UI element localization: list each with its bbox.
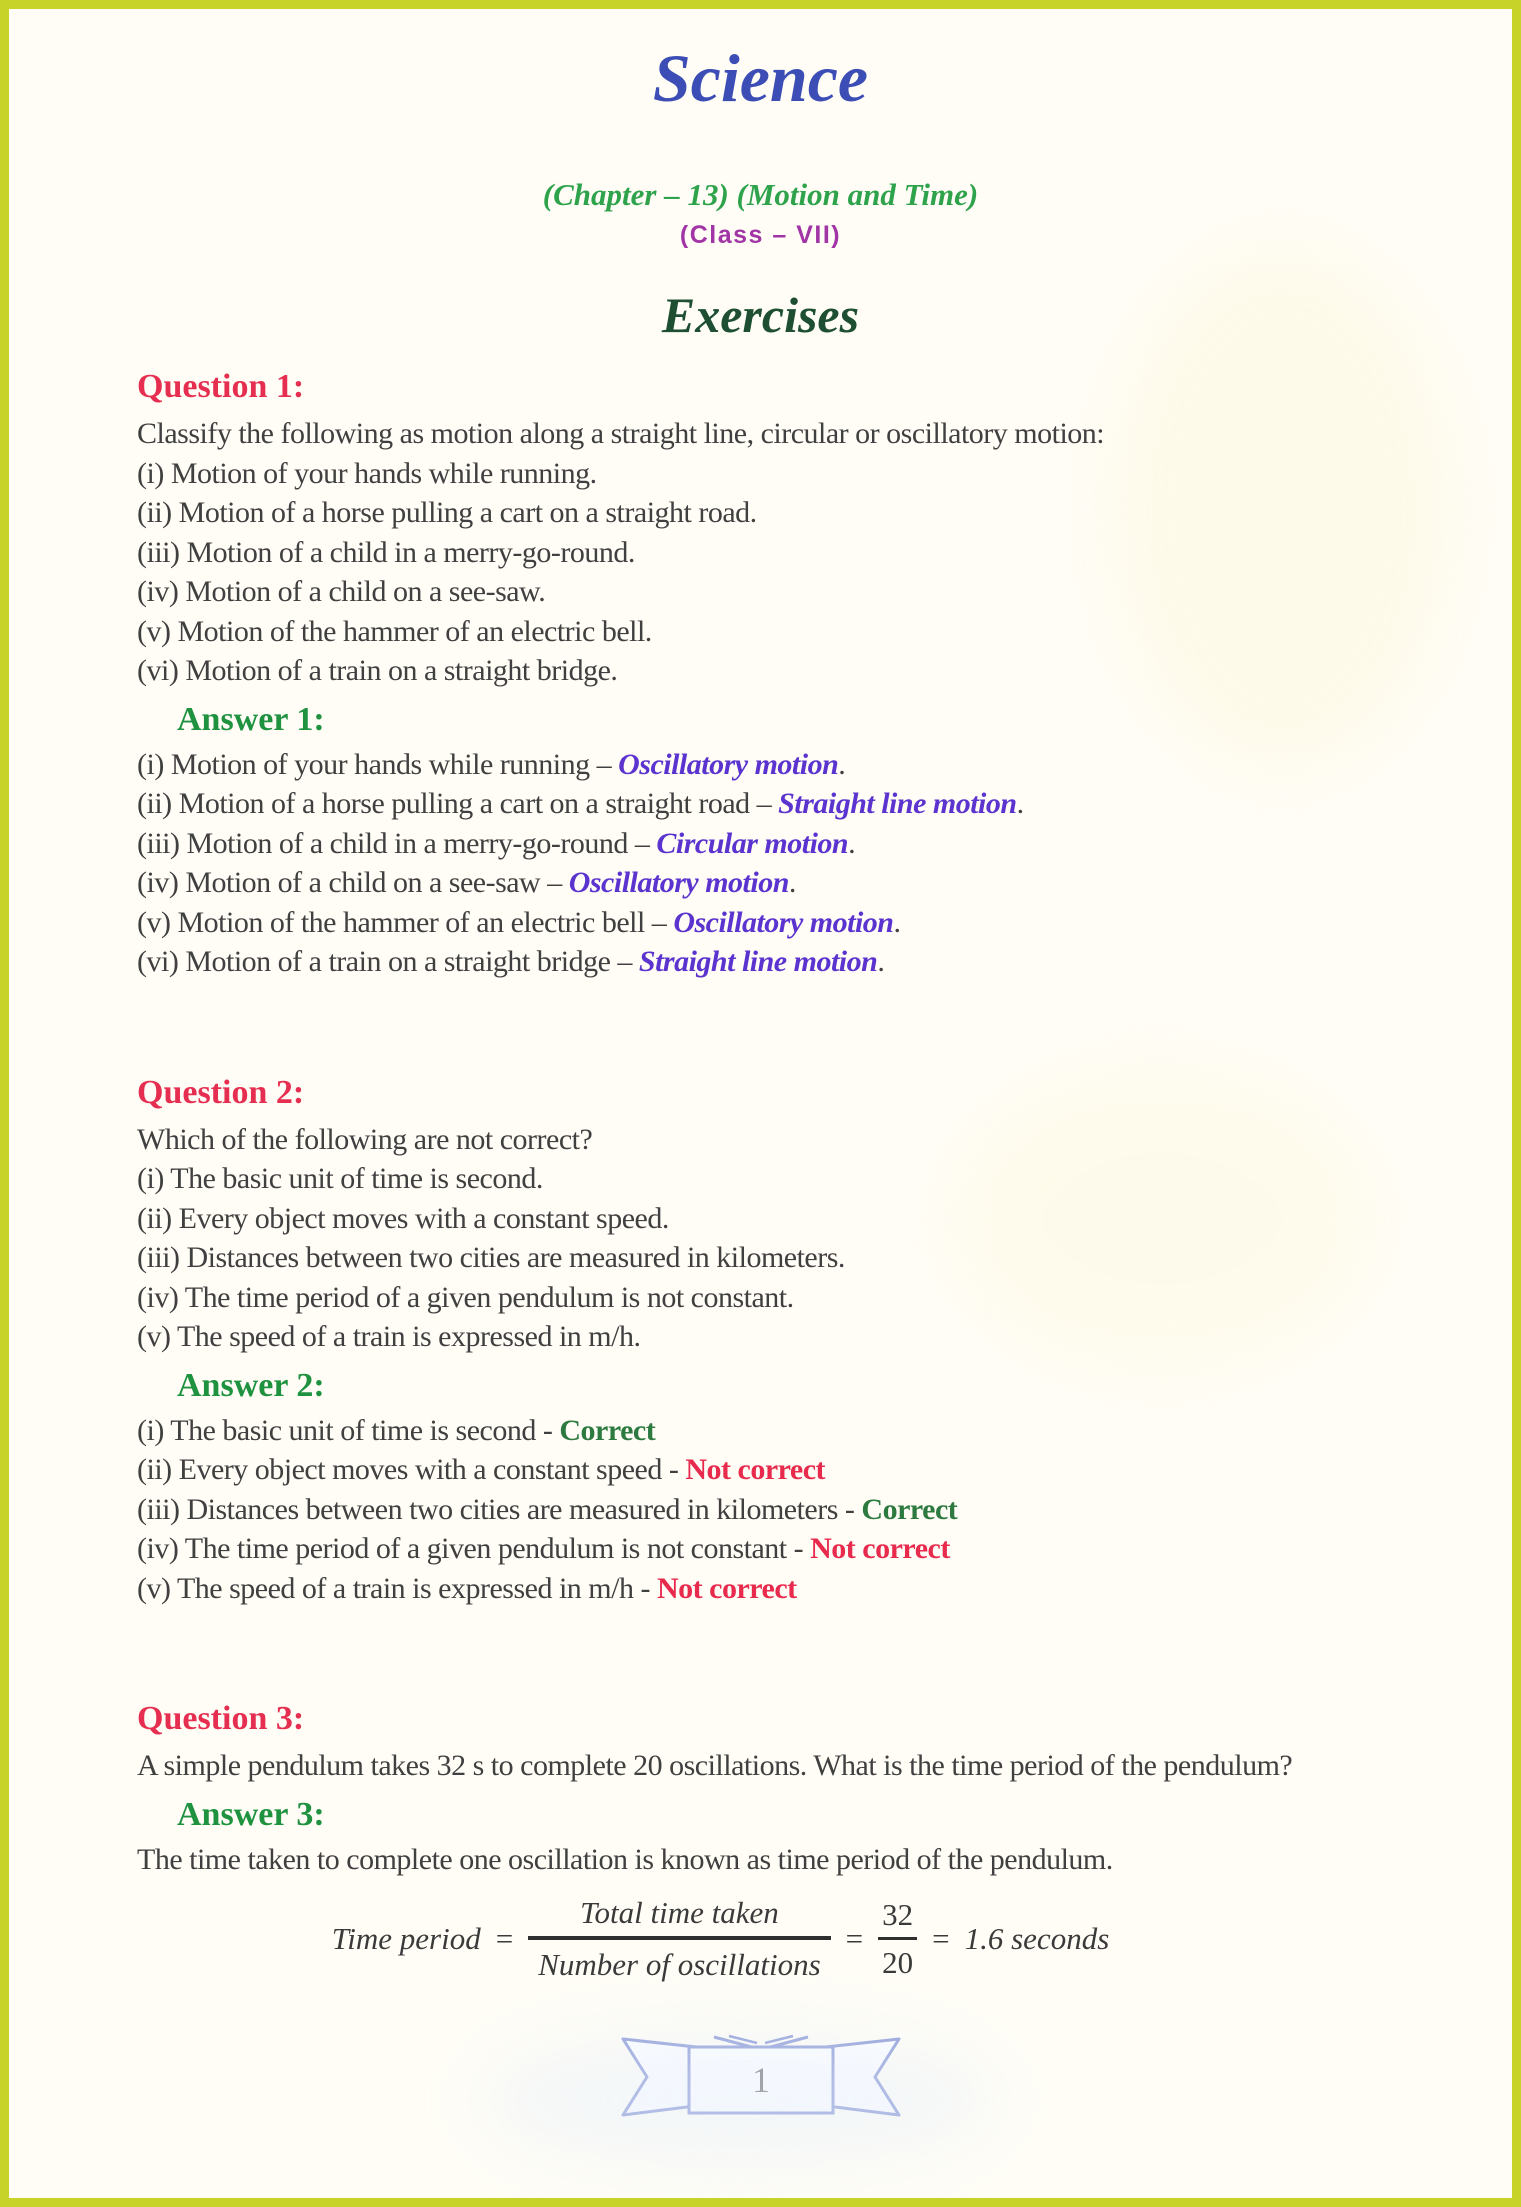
- question-1-item: (v) Motion of the hammer of an electric bell.: [137, 614, 652, 648]
- answer-suffix: .: [1016, 787, 1024, 821]
- equals-sign: =: [495, 1921, 514, 1957]
- answer-2-item: [137, 1569, 1384, 1609]
- answer-suffix: .: [848, 826, 856, 860]
- question-2-heading: Question 2:: [137, 1073, 305, 1111]
- question-2-item: (i) The basic unit of time is second.: [137, 1162, 543, 1196]
- answer-2-item: [137, 1450, 1384, 1490]
- section-heading: Exercises: [661, 287, 860, 344]
- question-1-item: (iv) Motion of a child on a see-saw.: [137, 575, 546, 609]
- answer-text: (vi) Motion of a train on a straight bridge –: [137, 945, 639, 979]
- answer-text: (ii) Every object moves with a constant speed -: [137, 1453, 686, 1487]
- answer-text: (v) Motion of the hammer of an electric bell –: [137, 905, 674, 939]
- question-3-heading: Question 3:: [137, 1700, 305, 1738]
- answer-suffix: .: [877, 945, 885, 979]
- answer-3-lead: The time taken to complete one oscillation is known as time period of the pendulum.: [137, 1842, 1113, 1876]
- answer-1-item: [137, 903, 1384, 943]
- question-2-item: (v) The speed of a train is expressed in m/h.: [137, 1320, 641, 1354]
- answer-text: (iv) The time period of a given pendulum is not constant -: [137, 1532, 811, 1566]
- answer-1-item: [137, 942, 1384, 982]
- answer-verdict: Not correct: [685, 1453, 826, 1487]
- question-1-item: (i) Motion of your hands while running.: [137, 456, 597, 490]
- answer-text: (iii) Motion of a child in a merry-go-round –: [137, 826, 657, 860]
- answer-highlight: Circular motion: [656, 826, 849, 860]
- answer-suffix: .: [838, 747, 846, 781]
- question-1-intro: Classify the following as motion along a straight line, circular or oscillatory motion:: [137, 417, 1105, 451]
- question-2-item: (iv) The time period of a given pendulum is not constant.: [137, 1280, 794, 1314]
- page-title: Science: [652, 40, 869, 116]
- answer-1-item: [137, 863, 1384, 903]
- answer-highlight: Straight line motion: [638, 945, 878, 979]
- page-number-ribbon: [9, 2029, 1512, 2125]
- answer-verdict: Not correct: [810, 1532, 950, 1566]
- answer-text: (ii) Motion of a horse pulling a cart on a straight road –: [137, 787, 779, 821]
- page-number: 1: [751, 2060, 770, 2101]
- answer-highlight: Oscillatory motion: [568, 866, 789, 900]
- document-body: [9, 368, 1512, 1983]
- class-heading: (Class – VII): [679, 221, 842, 250]
- answer-highlight: Straight line motion: [778, 787, 1017, 821]
- time-period-formula: [97, 1895, 1344, 1983]
- fraction-denominator: Number of oscillations: [528, 1936, 830, 1983]
- answer-highlight: Oscillatory motion: [618, 747, 839, 781]
- chapter-heading: (Chapter – 13) (Motion and Time): [542, 177, 979, 213]
- answer-highlight: Oscillatory motion: [673, 905, 894, 939]
- fraction-numerator: 32: [882, 1897, 914, 1933]
- fraction-32-over-20: [878, 1897, 917, 1981]
- answer-1-heading: Answer 1:: [177, 700, 325, 738]
- answer-1-item: [137, 824, 1384, 864]
- question-1-heading: Question 1:: [137, 368, 305, 406]
- question-3-intro: A simple pendulum takes 32 s to complete 20 oscillations. What is the time period of the pendulum?: [137, 1749, 1293, 1783]
- question-1-item: (vi) Motion of a train on a straight bridge.: [137, 654, 618, 688]
- question-2-item: (ii) Every object moves with a constant speed.: [137, 1201, 669, 1235]
- answer-text: (i) The basic unit of time is second -: [137, 1413, 560, 1447]
- answer-verdict: Correct: [559, 1413, 656, 1447]
- answer-verdict: Not correct: [656, 1571, 797, 1605]
- equals-sign: =: [845, 1921, 864, 1957]
- answer-text: (iv) Motion of a child on a see-saw –: [137, 866, 569, 900]
- answer-1-item: [137, 745, 1384, 785]
- equals-sign: =: [932, 1921, 950, 1957]
- answer-2-heading: Answer 2:: [177, 1366, 325, 1404]
- answer-suffix: .: [893, 905, 901, 939]
- answer-text: (i) Motion of your hands while running –: [137, 747, 619, 781]
- answer-1-item: [137, 784, 1384, 824]
- answer-text: (iii) Distances between two cities are measured in kilometers -: [137, 1492, 862, 1526]
- fraction-denominator: 20: [878, 1937, 917, 1981]
- fraction-numerator: Total time taken: [580, 1895, 779, 1931]
- answer-suffix: .: [788, 866, 796, 900]
- ribbon-banner-icon: [611, 2029, 911, 2125]
- question-2-item: (iii) Distances between two cities are measured in kilometers.: [137, 1241, 845, 1275]
- answer-2-item: [137, 1490, 1384, 1530]
- answer-text: (v) The speed of a train is expressed in m/h -: [137, 1571, 657, 1605]
- answer-2-item: [137, 1411, 1384, 1451]
- question-1-item: (iii) Motion of a child in a merry-go-round.: [137, 535, 635, 569]
- answer-3-heading: Answer 3:: [177, 1795, 325, 1833]
- question-2-intro: Which of the following are not correct?: [137, 1122, 593, 1156]
- question-1-item: (ii) Motion of a horse pulling a cart on a straight road.: [137, 496, 757, 530]
- fraction-time-over-oscillations: [528, 1895, 830, 1983]
- answer-verdict: Correct: [861, 1492, 958, 1526]
- formula-lhs: Time period: [331, 1921, 481, 1957]
- formula-result: 1.6 seconds: [964, 1921, 1110, 1957]
- answer-2-item: [137, 1529, 1384, 1569]
